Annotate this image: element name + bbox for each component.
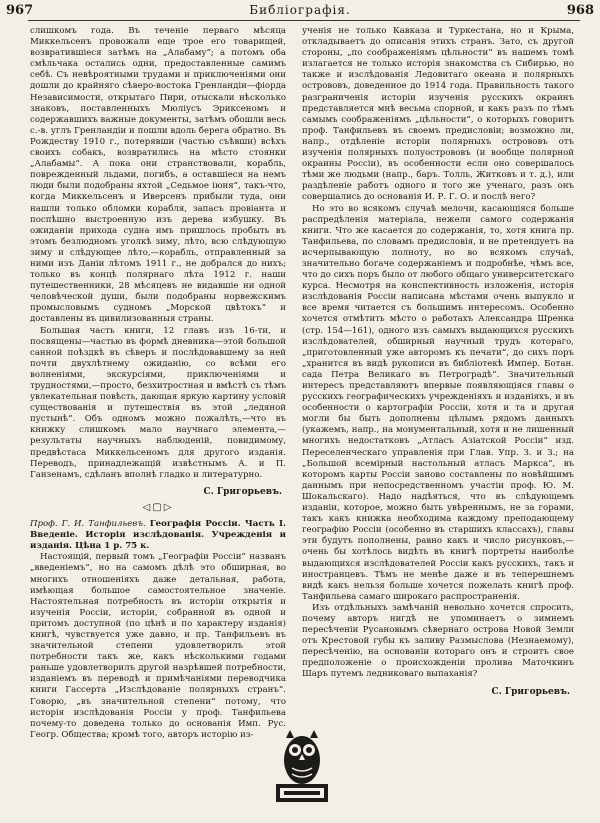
right-paragraph-1: ученія не только Кавказа и Туркестана, но и Крыма, откладываетъ до описанія этихъ странъ. Зато, съ другой стороны, „по соображеніямъ цѣльности“ въ нашемъ томѣ излагается не только исторія знакомства съ Сибирью, но также и изслѣдованія Ледовитаго океана и полярныхъ острововъ, доведенное до 1914 года. Правильность такого разграниченія исторіи изученія русскихъ окраинъ представляется мнѣ весьма спорной, и какъ разъ по тѣмъ самымъ соображеніямъ „цѣльности“, о которыхъ говоритъ проф. Танфильевъ въ своемъ предисловіи; возможно ли, напр., отдѣленіе исторіи полярныхъ острововъ отъ изученія полярныхъ полуострововъ (и вообще полярной окраины Россіи), въ особенности если оно совершалось тѣми же людьми (напр., баръ. Толль, Житковъ и т. д.), или раздѣленіе работъ одного и того же ученаго, разъ онъ совершались до основанія И. Р. Г. О. и послѣ него? xyxy=(302,26,574,203)
review-title-entry xyxy=(30,519,286,552)
section-ornament: ◁▢▷ xyxy=(142,501,174,513)
signature-1: С. Григорьевъ. xyxy=(203,486,282,497)
owl-vignette-icon xyxy=(272,728,332,806)
right-column xyxy=(302,26,574,702)
review-book-title: Географія Россіи. Часть I. Введеніе. Исторія изслѣдованія. Учрежденія и изданія. Цѣна 1 р. 75 к. xyxy=(30,519,286,552)
signature-2: С. Григорьевъ. xyxy=(491,686,570,697)
running-title: Библіографія. xyxy=(249,3,351,17)
header-rule xyxy=(28,20,580,21)
page-number-left: 967 xyxy=(6,3,34,18)
left-paragraph-1: слишкомъ года. Въ теченіе перваго мѣсяца Миккельсенъ провожали еще трое его товарищей, возвратившіеся затѣмъ на „Алабаму“; а потомъ оба смѣльчака остались одни, предоставленные самимъ себѣ. Съ невѣроятными трудами и приключеніями они дошли до крайняго сѣверо-востока Гренландіи—фіорда Независимости, открытаго Пири, отыскали нѣсколько знаковъ, поставленныхъ Мюлiусъ Эриксеномъ и содержавшихъ важные документы, затѣмъ обошли весь с.-в. углъ Гренландіи и пошли вдоль берега обратно. Въ Рождеству 1910 г., потерявши (частью съѣвши) всѣхъ своихъ собакъ, возвратились на мѣсто стоянки „Алабамы“. А пока они странствовали, корабль, поврежденный льдами, погибъ, а оставшіеся на немъ люди были подобраны яхтой „Седьмое іюня“, такъ-что, когда Миккельсенъ и Иверсенъ прибыли туда, они нашли только обломки корабля, запасъ провіанта и поспѣшно выстроенную изъ дерева избушку. Въ ожиданіи прихода судна имъ пришлось пробыть въ этомъ безлюдномъ уголкѣ зиму, лѣто, всю слѣдующую зиму и слѣдующее лѣто,—корабль, отправленный за ними изъ Даніи лѣтомъ 1911 г., не добрался до нихъ; только въ концѣ полярнаго лѣта 1912 г. наши путешественники, 28 мѣсяцевъ не видавшіе ни одной человѣческой души, были подобраны норвежскимъ промысловымъ судномъ „Морской цвѣтокъ“ и доставлены въ цивилизованныя страны. xyxy=(30,26,286,325)
page-header xyxy=(0,0,600,22)
left-paragraph-2: Большая часть книги, 12 главъ изъ 16-ти, и посвящены—частью въ формѣ дневника—этой большой санной поѣздкѣ въ сѣверъ и послѣдовавшему за ней почти двухлѣтнему ожиданію, со всѣми его волненіями, экскурсіями, приключеніями и трудностями,—просто, безхитростная и вмѣстѣ съ тѣмъ увлекательная повѣсть, дающая яркую картину условій существованія и путешествія въ этой „ледяной пустынѣ“. Объ одномъ можно пожалѣть,—что въ книжку слишкомъ мало научнаго элемента,—результаты научныхъ наблюденій, повидимому, предвѣстаса Миккельсеномъ для другого изданія. Переводъ, принадлежащій извѣстнымъ А. и П. Ганзенамъ, сдѣланъ вполнѣ гладко и литературно. xyxy=(30,325,286,480)
left-column xyxy=(30,26,286,741)
right-paragraph-3: Изъ отдѣльныхъ замѣчаній невольно хочется спросить, почему авторъ нигдѣ не упоминаетъ о зимнемъ пересѣченіи Русановымъ сѣвернаго острова Новой Земли отъ Крестовой губы къ заливу Размыслова (Незнаемому), пересѣченію, на основаніи котораго онъ и строитъ свое предположеніе о происхожденіи пролива Маточкинъ Шаръ путемъ ледниковаго выпаханія? xyxy=(302,602,574,680)
page-number-right: 968 xyxy=(566,3,594,18)
review-author: Проф. Г. И. Танфильевъ. xyxy=(30,519,146,530)
right-paragraph-2: Но это во всякомъ случаѣ мелочи, касающіяся больше распредѣленія матеріала, нежели самого содержанія книги. Что же касается до содержанія, то, хотя книга пр. Танфильева, по словамъ предисловія, и не претендуетъ на исчерпывающую полноту, но во всякомъ случаѣ, значительно богаче содержаніемъ и подробнѣе, чѣмъ все, что до сихъ поръ было от любого общаго университетскаго курса. Несмотря на конспективность изложенія, исторія изслѣдованія Россіи написана мѣстами очень выпукло и все время читается съ большимъ интересомъ. Особенно хочется отмѣтить мѣсто о работахъ Александра Шренка (стр. 154—161), одного изъ самыхъ выдающихся русскихъ изслѣдователей, обширный научный трудъ котораго, „приготовленный уже авторомъ къ печати“, до сихъ поръ „хранится въ видѣ рукописи въ библіотекѣ Импер. Ботан. сада Петра Великаго въ Петроградѣ“. Значительный интересъ представляютъ впервые появляющіяся главы о русскихъ географическихъ учрежденіяхъ и изданіяхъ, и въ особенности о картографіи Россіи, хотя и та и другая могли бы быть дополнены цѣлымъ рядомъ данныхъ (укажемъ, напр., на монументальный, хотя и не лишенный многихъ недостатковъ „Атласъ Азіатской Россіи“ изд. Переселенческаго управленія при Глав. Упр. З. и З.; на „Большой всемірный настольный атласъ Маркса“, въ которомъ карты Россіи заново составлены по новѣйшимъ даннымъ при непосредственномъ участіи проф. Ю. М. Шокальскаго). Надо надѣяться, что въ слѣдующемъ изданіи, которое, можно быть увѣреннымъ, не за горами, такъ какъ книжка необходима каждому преподающему географію Россіи (особенно въ старшихъ классахъ), главы эти будутъ пополнены, равно какъ и число рисунковъ,—очень бы хотѣлось видѣть въ книгѣ портреты наиболѣе выдающихся изслѣдователей Россіи какъ русскихъ, такъ и иностранцевъ. Тѣмъ не менѣе даже и въ теперешнемъ видѣ какъ нельзя больше хочется пожелать книгѣ проф. Танфильева самаго широкаго распространенія. xyxy=(302,203,574,602)
left-paragraph-3: Настоящій, первый томъ „Географіи Россіи“ названъ „введеніемъ“, но на самомъ дѣлѣ это обширная, во многихъ отношеніяхъ даже детальная, работа, имѣющая большое самостоятельное значеніе. Настоятельная потребность въ исторіи открытія и изученія Россіи, исторіи, собранной въ одной и притомъ доступной (по цѣнѣ и по характеру изданія) книгѣ, чувствуется уже давно, и пр. Танфильевъ въ значительной степени удовлетворилъ этой потребности такъ же, какъ нѣсколькими годами раньше удовлетворилъ другой назрѣвшей потребности, изданіемъ въ переводѣ и примѣчаніями переводчика книги Гассерта „Изслѣдованіе полярныхъ странъ“. Говорю, „въ значительной степени“ потому, что исторія изслѣдованія Россіи у проф. Танфильева почему-то доведена только до основанія Имп. Рус. Геогр. Общества; кромѣ того, авторъ исторію из- xyxy=(30,552,286,740)
